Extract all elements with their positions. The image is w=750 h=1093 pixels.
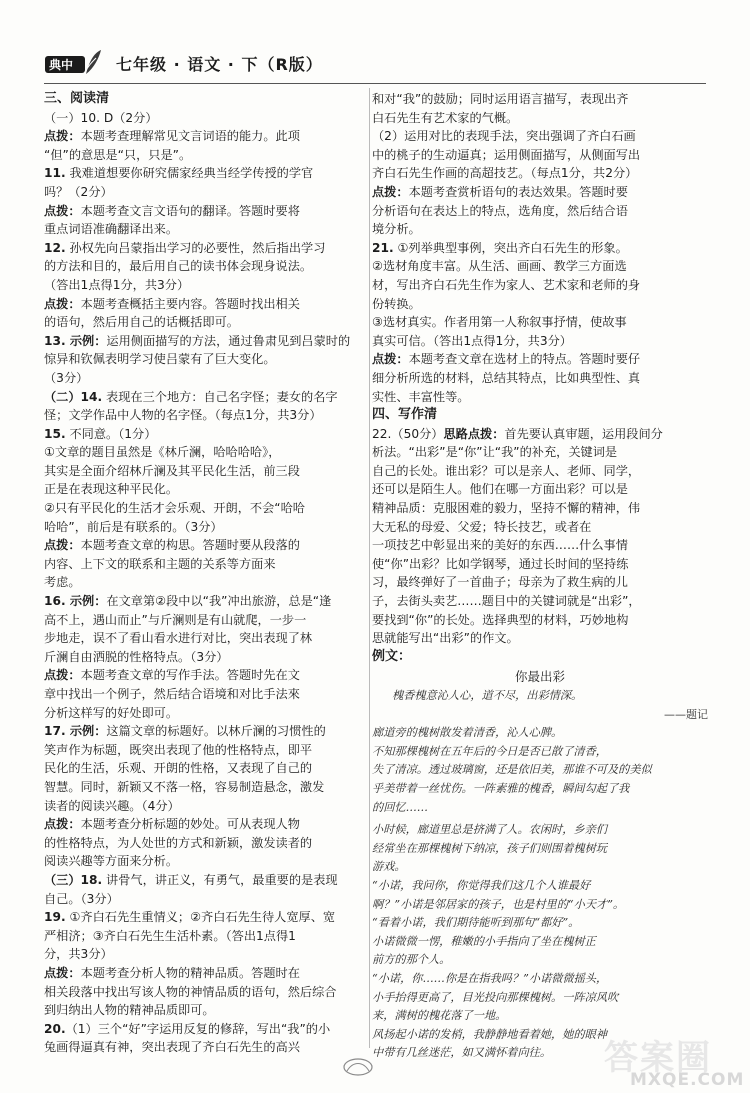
- text-line: 15. 不同意。（1分）: [44, 426, 157, 441]
- text-line: 相关段落中找出写该人物的神情品质的语句，然后综合: [44, 984, 337, 999]
- text-line: 境分析。: [372, 222, 421, 237]
- text-line: 读者的阅读兴趣。（4分）: [44, 798, 180, 813]
- column-divider: [369, 88, 370, 1048]
- essay-body: [372, 724, 708, 1063]
- text-line: 的方法和目的，最后用自己的读书体会现身说法。: [44, 259, 313, 274]
- essay-line: 游戏。: [372, 860, 406, 874]
- essay-line: 不知那棵槐树在五年后的今日是否已散了清香，: [372, 744, 607, 758]
- right-column-answers: [372, 90, 708, 666]
- text-line: 严相济；③齐白石先生生活朴素。（答出1点得1: [44, 928, 296, 943]
- text-line: 12. 孙权先向吕蒙指出学习的必要性，然后指出学习: [44, 240, 326, 255]
- watermark-url: MXQE.COM: [630, 1070, 745, 1090]
- header-rule: [44, 83, 706, 84]
- text-line: 的语句，然后用自己的话概括即可。: [44, 315, 239, 330]
- essay-line: 来，满树的槐花落了一地。: [372, 1009, 507, 1023]
- text-line: 自己的长处。谁出彩？可以是亲人、老师、同学，: [372, 463, 641, 478]
- text-line: 吗？（2分）: [44, 184, 113, 199]
- text-line: 16. 示例：在文章第②段中以“我”冲出旅游，总是“逢: [44, 594, 332, 609]
- text-line: 份转换。: [372, 296, 421, 311]
- text-line: 13. 示例：运用侧面描写的方法，通过鲁肃见到吕蒙时的: [44, 333, 351, 348]
- text-line: 哈哈”，前后是有联系的。（3分）: [44, 519, 223, 534]
- text-line: 21. ①列举典型事例，突出齐白石先生的形象。: [372, 240, 628, 255]
- text-line: 分析这样写的好处即可。: [44, 705, 179, 720]
- text-line: 点拨：本题考查文章在选材上的特点。答题时要仔: [372, 352, 641, 367]
- page-header: [44, 46, 704, 80]
- text-line: 还可以是陌生人。他们在哪一方面出彩？可以是: [372, 482, 628, 497]
- text-line: 高不上，遇山而止”与斤澜则是有山就爬，一步一: [44, 612, 307, 627]
- text-line: （二）14. 表现在三个地方：自己名字怪；妻女的名字: [44, 389, 338, 404]
- text-line: “但”的意思是“只，只是”。: [44, 147, 192, 162]
- text-line: 白石先生有艺术家的气概。: [372, 110, 519, 125]
- text-line: ②选材角度丰富。从生活、画画、教学三方面选: [372, 259, 627, 274]
- book-logo-icon: [44, 48, 102, 78]
- text-line: （答出1点得1分，共3分）: [44, 277, 190, 292]
- page-title: 七年级 · 语文 · 下（R版）: [116, 55, 323, 74]
- text-line: （三）18. 讲骨气，讲正义，有勇气，最重要的是表现: [44, 872, 338, 887]
- text-line: 齐白石先生作画的高超技艺。（每点1分，共2分）: [372, 166, 638, 181]
- text-line: ②只有平民化的生活才会乐观、开朗，不会“哈哈: [44, 501, 305, 516]
- text-line: 点拨：本题考查分析人物的精神品质。答题时在: [44, 965, 300, 980]
- text-line: （3分）: [44, 370, 89, 385]
- text-line: 使“你”出彩？比如学钢琴，通过长时间的坚持练: [372, 556, 629, 571]
- text-line: 点拨：本题考查赏析语句的表达效果。答题时要: [372, 184, 628, 199]
- essay-epigraph: 槐香槐意沁人心，道不尽，出彩情深。: [392, 689, 583, 702]
- text-line: 其实是全面介绍林斤澜及其平民化生活，前三段: [44, 463, 300, 478]
- text-line: 兔画得逼真有神，突出表现了齐白石先生的高兴: [44, 1040, 300, 1055]
- text-line: ①文章的题目虽然是《林斤澜，哈哈哈哈》，: [44, 445, 281, 460]
- text-line: （一）10. D（2分）: [44, 110, 158, 125]
- text-line: 分，共3分）: [44, 947, 113, 962]
- watermark: [604, 1030, 744, 1090]
- text-line: 斤澜自由洒脱的性格特点。（3分）: [44, 649, 229, 664]
- essay-line: 失了清凉。透过玻璃窗，还是依旧美，那谁不可及的美似: [372, 763, 652, 777]
- text-line: 的性格特点，为人处世的方式和新颖，激发读者的: [44, 835, 313, 850]
- svg-text:典中: 典中: [49, 58, 74, 72]
- page-number-ornament-icon: [341, 1055, 375, 1079]
- text-line: 阅读兴趣等方面来分析。: [44, 854, 179, 869]
- essay-line: 小时候，廊道里总是挤满了人。农闲时，乡亲们: [372, 823, 607, 837]
- text-line: 习，最终弹好了一首曲子；母亲为了救生病的儿: [372, 575, 628, 590]
- text-line: 大无私的母爱、父爱；特长技艺，或者在: [372, 519, 592, 534]
- text-line: 点拨：本题考查理解常见文言词语的能力。此项: [44, 129, 300, 144]
- essay-line: 啊？”小诺是邻居家的孩子，也是村里的“小天才”。: [372, 897, 625, 911]
- text-line: 真实可信。（答出1点得1分，共3分）: [372, 333, 572, 348]
- text-line: 19. ①齐白石先生重情义；②齐白石先生待人宽厚、宽: [44, 910, 336, 925]
- text-line: 11. 我难道想要你研究儒家经典当经学传授的学官: [44, 166, 314, 181]
- section-heading: 三、阅读清: [44, 91, 110, 106]
- text-line: 惊异和钦佩表明学习使吕蒙有了巨大变化。: [44, 352, 276, 367]
- essay-line: 乎美带着一丝忧伤。一阵素雅的槐香，瞬间勾起了我: [372, 781, 630, 795]
- model-essay: [372, 668, 708, 1062]
- text-line: 考虑。: [44, 575, 81, 590]
- text-line: 笑声作为标题，既突出表现了他的性格特点，即平: [44, 742, 313, 757]
- text-line: 点拨：本题考查文章的构思。答题时要从段落的: [44, 538, 300, 553]
- essay-line: 小诺微微一愣，稚嫩的小手指向了坐在槐树正: [372, 934, 596, 948]
- text-line: 和对“我”的鼓励；同时运用语言描写，表现出齐: [372, 92, 629, 106]
- right-column: [372, 90, 708, 1063]
- text-line: 实性、丰富性等。: [372, 389, 470, 404]
- text-line: 一项技艺中彰显出来的美好的东西……什么事情: [372, 538, 628, 553]
- text-line: 17. 示例：这篇文章的标题好。以林斤澜的习惯性的: [44, 724, 326, 739]
- text-line: 智慧。同时，新颖又不落一格，容易制造悬念，激发: [44, 779, 325, 794]
- text-line: 点拨：本题考查文言文语句的翻译。答题时要将: [44, 203, 300, 218]
- text-line: 点拨：本题考查文章的写作手法。答题时先在文: [44, 668, 300, 683]
- essay-line: “看着小诺，我们期待能听到那句“都好”。: [372, 916, 580, 930]
- essay-line: 廊道旁的槐树散发着清香，沁人心脾。: [372, 726, 563, 740]
- text-line: 到归纳出人物的精神品质即可。: [44, 1003, 215, 1018]
- text-line: 精神品质：克服困难的毅力，坚持不懈的精神，伟: [372, 501, 641, 516]
- essay-line: 风扬起小诺的发梢，我静静地看着她，她的眼神: [372, 1027, 607, 1041]
- text-line: （2）运用对比的表现手法，突出强调了齐白石画: [372, 129, 636, 144]
- text-line: 重点词语准确翻译出来。: [44, 222, 179, 237]
- text-line: 子，去街头卖艺……题目中的关键词就是“出彩”，: [372, 594, 641, 609]
- text-line: 自己。（3分）: [44, 891, 119, 906]
- text-line: 步地走，误不了看山看水进行对比，突出表现了林: [44, 631, 313, 646]
- text-line: 20.（1）三个“好”字运用反复的修辞，写出“我”的小: [44, 1021, 331, 1036]
- text-line: 分析语句在表达上的特点，选角度，然后结合语: [372, 203, 628, 218]
- section-heading: 四、写作清: [372, 407, 438, 423]
- text-line: 要找到“你”的长处。选择典型的材料，巧妙地构: [372, 612, 629, 627]
- text-line: 思就能写出“出彩”的作文。: [372, 631, 519, 646]
- watermark-text: 答案圈: [604, 1038, 712, 1078]
- text-line: 内容、上下文的联系和主题的关系等方面来: [44, 556, 276, 571]
- text-line: ③选材真实。作者用第一人称叙事抒情，使故事: [372, 315, 627, 330]
- text-line: 章中找出一个例子，然后结合语境和对比手法來: [44, 687, 300, 701]
- essay-line: 小手抬得更高了，目光投向那棵槐树。一阵凉风吹: [372, 990, 619, 1004]
- essay-line: 经常坐在那棵槐树下纳凉，孩子们则围着槐树玩: [372, 841, 607, 855]
- text-line: 材，写出齐白石先生作为家人、艺术家和老师的身: [372, 277, 641, 292]
- essay-title: 你最出彩: [514, 669, 565, 685]
- text-line: 细分析所选的材料，总结其特点，比如典型性、真: [372, 370, 641, 385]
- text-line: 民化的生活，乐观、开朗的性格，又表现了自己的: [44, 761, 313, 776]
- essay-line: “小诺，你……你是在指我吗？”小诺微微摇头，: [372, 971, 608, 985]
- text-line: 析法。“出彩”是“你”让“我”的补充，关键词是: [372, 445, 618, 460]
- essay-line: 的回忆……: [372, 800, 428, 814]
- text-line: 中的桃子的生动逼真；运用侧面描写，从侧面写出: [372, 147, 641, 162]
- essay-line: 前方的那个人。: [372, 953, 451, 967]
- text-line: 怪；文学作品中人物的名字怪。（每点1分，共3分）: [44, 408, 322, 423]
- essay-line: “小诺，我问你，你觉得我们这几个人谁最好: [372, 878, 591, 892]
- essay-line: 中带有几丝迷茫，如又满怀着向往。: [372, 1046, 552, 1060]
- text-line: 点拨：本题考查分析标题的妙处。可从表现人物: [44, 817, 300, 832]
- section-heading: 例文：: [372, 648, 412, 664]
- text-line: 点拨：本题考查概括主要内容。答题时找出相关: [44, 296, 300, 311]
- text-line: 正是在表现这种平民化。: [44, 482, 179, 497]
- left-column: [44, 90, 366, 1057]
- essay-signature: ——题记: [664, 707, 708, 721]
- text-line: 22.（50分）思路点拨：首先要认真审题，运用段间分: [372, 426, 663, 441]
